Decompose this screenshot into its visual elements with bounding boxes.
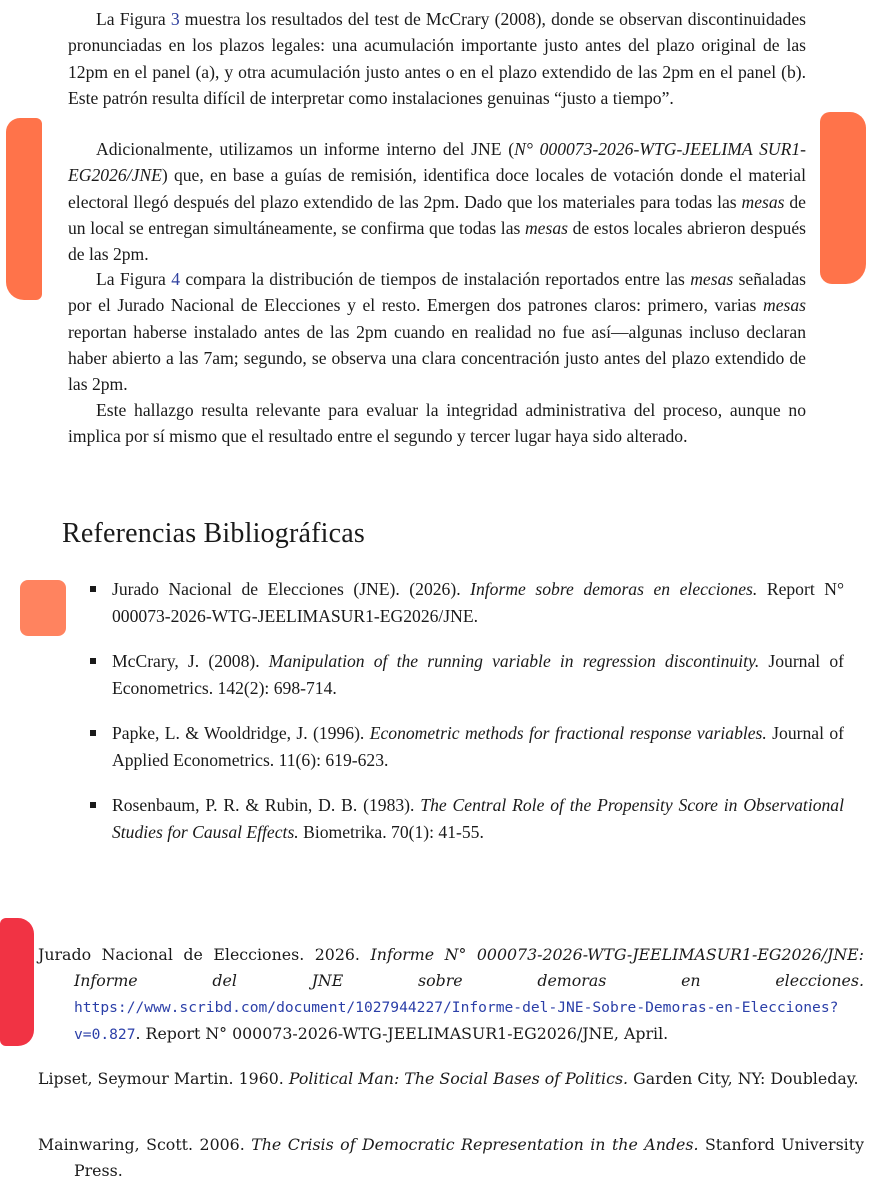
- ref-author: Mainwaring, Scott. 2006.: [38, 1135, 252, 1154]
- p2-text-b: ) que, en base a guías de remisión, identifica doce locales de votación donde el material electoral llegó después del plazo extendido de las 2pm. Dado que los materiales para todas las: [68, 165, 806, 212]
- bib-author: Rosenbaum, P. R. & Rubin, D. B. (1983).: [112, 795, 421, 815]
- p2-text-c: de un local se entregan simultáneamente, se confirma que todas las: [68, 191, 806, 238]
- figure-3-link[interactable]: 3: [170, 9, 180, 29]
- bullet-icon: [90, 658, 96, 664]
- bullet-icon: [90, 802, 96, 808]
- reference-entry-lipset: [38, 1066, 864, 1092]
- paragraph-jne-report: [68, 136, 806, 267]
- bibliography-item: [90, 720, 844, 773]
- p2-mesas-2: mesas: [524, 217, 568, 238]
- bib-source: Biometrika. 70(1): 41-55.: [298, 821, 484, 842]
- bib-source: Report N° 000073-2026-WTG-JEELIMASUR1-EG2026/JNE.: [112, 579, 844, 626]
- paragraph-mccrary-results: [68, 6, 806, 111]
- bib-title: Informe sobre demoras en elecciones.: [470, 579, 758, 599]
- figure-4-link[interactable]: 4: [171, 269, 180, 289]
- p2-text-d: de estos locales abrieron después de las 2pm.: [68, 217, 806, 265]
- paragraph-conclusion: Este hallazgo resulta relevante para evaluar la integridad administrativa del proceso, aunque no implica por sí mismo que el resultado entre el segundo y tercer lugar haya sido alterado.: [68, 400, 806, 447]
- p1-text-a: La Figura: [96, 9, 171, 29]
- highlight-mark-left-orange: [6, 118, 42, 300]
- bib-author: Papke, L. & Wooldridge, J. (1996).: [112, 723, 370, 743]
- ref-source: Stanford University Press.: [74, 1135, 865, 1180]
- bib-source: Journal of Econometrics. 142(2): 698-714.: [112, 651, 844, 698]
- p2-text-a: Adicionalmente, utilizamos un informe interno del JNE (: [96, 139, 515, 159]
- p2-mesas-1: mesas: [741, 191, 785, 212]
- ref-author: Lipset, Seymour Martin. 1960.: [38, 1069, 289, 1088]
- p3-text-a: La Figura: [96, 269, 172, 289]
- bullet-icon: [90, 730, 96, 736]
- bib-title: The Central Role of the Propensity Score in Observational Studies for Causal Effects.: [112, 795, 844, 842]
- bibliography-item: [90, 792, 844, 845]
- p1-text-b: muestra los resultados del test de McCrary (2008), donde se observan discontinuidades pronunciadas en los plazos legales: una acumulación importante justo antes del plazo original de las 12pm en el panel (a), y otra acumulación justo antes o en el plazo extendido de las 2pm en el panel (b). Este patrón resulta difícil de interpretar como instalaciones genuinas “justo a tiempo”.: [68, 9, 806, 108]
- highlight-mark-left-red: [0, 918, 34, 1046]
- p3-text-d: reportan haberse instalado antes de las 2pm cuando en realidad no fue así—algunas incluso declaran haber abierto a las 7am; segundo, se observa una clara concentración justo antes del plazo extendido de las 2pm.: [68, 321, 806, 395]
- highlight-mark-bibliography-orange: [20, 580, 66, 636]
- bib-title: Manipulation of the running variable in regression discontinuity.: [268, 651, 760, 671]
- p3-mesas-2: mesas: [762, 295, 806, 316]
- bibliography-item: [90, 576, 844, 629]
- ref-title: Informe N° 000073-2026-WTG-JEELIMASUR1-EG2026/JNE: Informe del JNE sobre demoras en elecciones.: [74, 945, 865, 990]
- ref-source: Garden City, NY: Doubleday.: [628, 1069, 859, 1088]
- ref-source: . Report N° 000073-2026-WTG-JEELIMASUR1-EG2026/JNE, April.: [135, 1024, 669, 1043]
- highlight-mark-right-orange: [820, 112, 866, 284]
- bib-author: McCrary, J. (2008).: [112, 651, 269, 671]
- bullet-icon: [90, 586, 96, 592]
- bib-source: Journal of Applied Econometrics. 11(6): 619-623.: [112, 723, 845, 770]
- reference-entry-jne: [38, 942, 864, 1048]
- p2-report-code: N° 000073-2026-WTG-JEELIMA SUR1-EG2026/JNE: [68, 139, 806, 186]
- paragraph-figure-4-comparison: [68, 266, 806, 397]
- reference-entry-mainwaring: [38, 1132, 864, 1184]
- ref-title: The Crisis of Democratic Representation in the Andes.: [251, 1135, 699, 1154]
- p3-text-c: señaladas por el Jurado Nacional de Elecciones y el resto. Emergen dos patrones claros: primero, varias: [68, 269, 806, 316]
- bib-author: Jurado Nacional de Elecciones (JNE). (2026).: [112, 579, 471, 599]
- scribd-link[interactable]: https://www.scribd.com/document/1027944227/Informe-del-JNE-Sobre-Demoras-en-Elecciones?v=0.827: [74, 999, 839, 1043]
- p3-mesas-1: mesas: [690, 269, 734, 289]
- references-heading: Referencias Bibliográficas: [62, 518, 365, 549]
- bib-title: Econometric methods for fractional response variables.: [369, 723, 767, 743]
- p3-text-b: compara la distribución de tiempos de instalación reportados entre las: [179, 269, 691, 289]
- ref-author: Jurado Nacional de Elecciones. 2026.: [38, 945, 371, 964]
- bibliography-item: [90, 648, 844, 701]
- ref-title: Political Man: The Social Bases of Politics.: [288, 1069, 629, 1088]
